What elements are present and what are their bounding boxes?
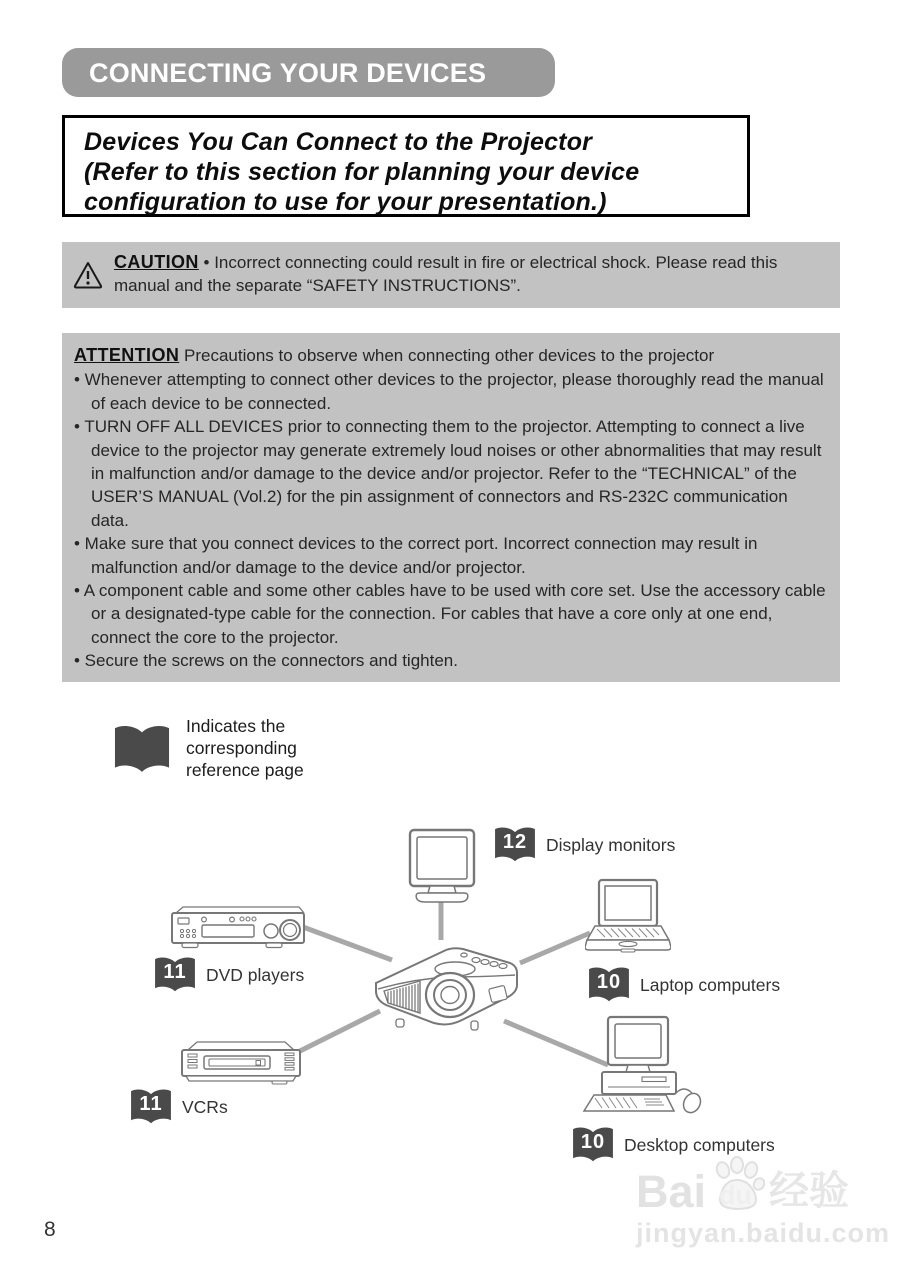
- page-title: CONNECTING YOUR DEVICES: [62, 48, 555, 97]
- page-number: 10: [596, 971, 622, 993]
- watermark-domain: jingyan.baidu.com: [636, 1218, 891, 1248]
- caution-panel: [62, 242, 840, 308]
- attention-label: ATTENTION: [74, 345, 180, 365]
- attention-bullet: • TURN OFF ALL DEVICES prior to connecting them to the projector. Attempting to connect a live device to the projector may generate extremely loud noises or other abnormalities that may result in malfunction and/or damage to the device and/or projector. Refer to the “TECHNICAL” of the USER’S MANUAL (Vol.2) for the pin assignment of connectors and RS-232C communication data.: [74, 417, 822, 530]
- display-monitor-icon: [404, 828, 480, 908]
- baidu-watermark: [636, 1160, 896, 1249]
- legend-line: Indicates the: [186, 716, 286, 736]
- desktop-computer-icon: [580, 1015, 705, 1118]
- page-badge: [570, 1126, 616, 1164]
- caution-label: CAUTION: [114, 252, 199, 272]
- projector-icon: [358, 935, 523, 1035]
- connection-diagram: [100, 815, 900, 1180]
- attention-bullet: • Whenever attempting to connect other devices to the projector, please thoroughly read the manual of each device to be connected.: [74, 370, 824, 413]
- legend-text: [186, 716, 304, 781]
- caution-body: • Incorrect connecting could result in fire or electrical shock. Please read this manual and the separate “SAFETY INSTRUCTIONS”.: [114, 253, 778, 295]
- attention-heading: [74, 344, 828, 367]
- page-number: 11: [139, 1093, 163, 1115]
- page-badge: [586, 966, 632, 1004]
- warning-triangle-icon: [72, 260, 104, 290]
- attention-bullet: • A component cable and some other cables have to be used with core set. Use the accessory cable or a designated-type cable for the connection. For cables that have a core only at one end, connect the core to the projector.: [74, 581, 826, 647]
- book-icon: [110, 724, 174, 776]
- intro-line: configuration to use for your presentation.): [84, 188, 607, 216]
- attention-bullet: • Make sure that you connect devices to the correct port. Incorrect connection may result in malfunction and/or damage to the device and/or projector.: [74, 534, 758, 577]
- page-badge: [128, 1088, 174, 1126]
- intro-line: Devices You Can Connect to the Projector: [84, 128, 593, 156]
- attention-heading-text: Precautions to observe when connecting other devices to the projector: [184, 346, 715, 365]
- watermark-bai: Bai: [636, 1166, 707, 1217]
- section-intro-box: [62, 115, 750, 217]
- vcr-icon: [178, 1040, 304, 1085]
- page-number: 12: [502, 831, 528, 853]
- device-label: DVD players: [206, 965, 305, 985]
- paw-icon: [707, 1156, 765, 1214]
- attention-panel: [62, 333, 840, 682]
- page-badge: [492, 826, 538, 864]
- intro-line: (Refer to this section for planning your device: [84, 158, 640, 186]
- watermark-du: du: [719, 1180, 753, 1210]
- caution-text: [114, 251, 820, 308]
- laptop-icon: [585, 878, 671, 958]
- device-label: Laptop computers: [640, 975, 781, 995]
- page-number: 10: [580, 1131, 606, 1153]
- dvd-player-icon: [168, 905, 308, 953]
- watermark-suffix: 经验: [769, 1169, 850, 1213]
- page-number-footer: 8: [44, 1218, 56, 1241]
- device-label: Desktop computers: [624, 1135, 775, 1155]
- device-label: VCRs: [182, 1097, 228, 1117]
- page-number: 11: [163, 961, 187, 983]
- legend-line: corresponding: [186, 737, 297, 758]
- device-label: Display monitors: [546, 835, 676, 855]
- page-badge: [152, 956, 198, 994]
- watermark-logo: [636, 1160, 896, 1217]
- attention-bullet: • Secure the screws on the connectors and tighten.: [74, 651, 458, 671]
- legend-line: reference page: [186, 759, 304, 780]
